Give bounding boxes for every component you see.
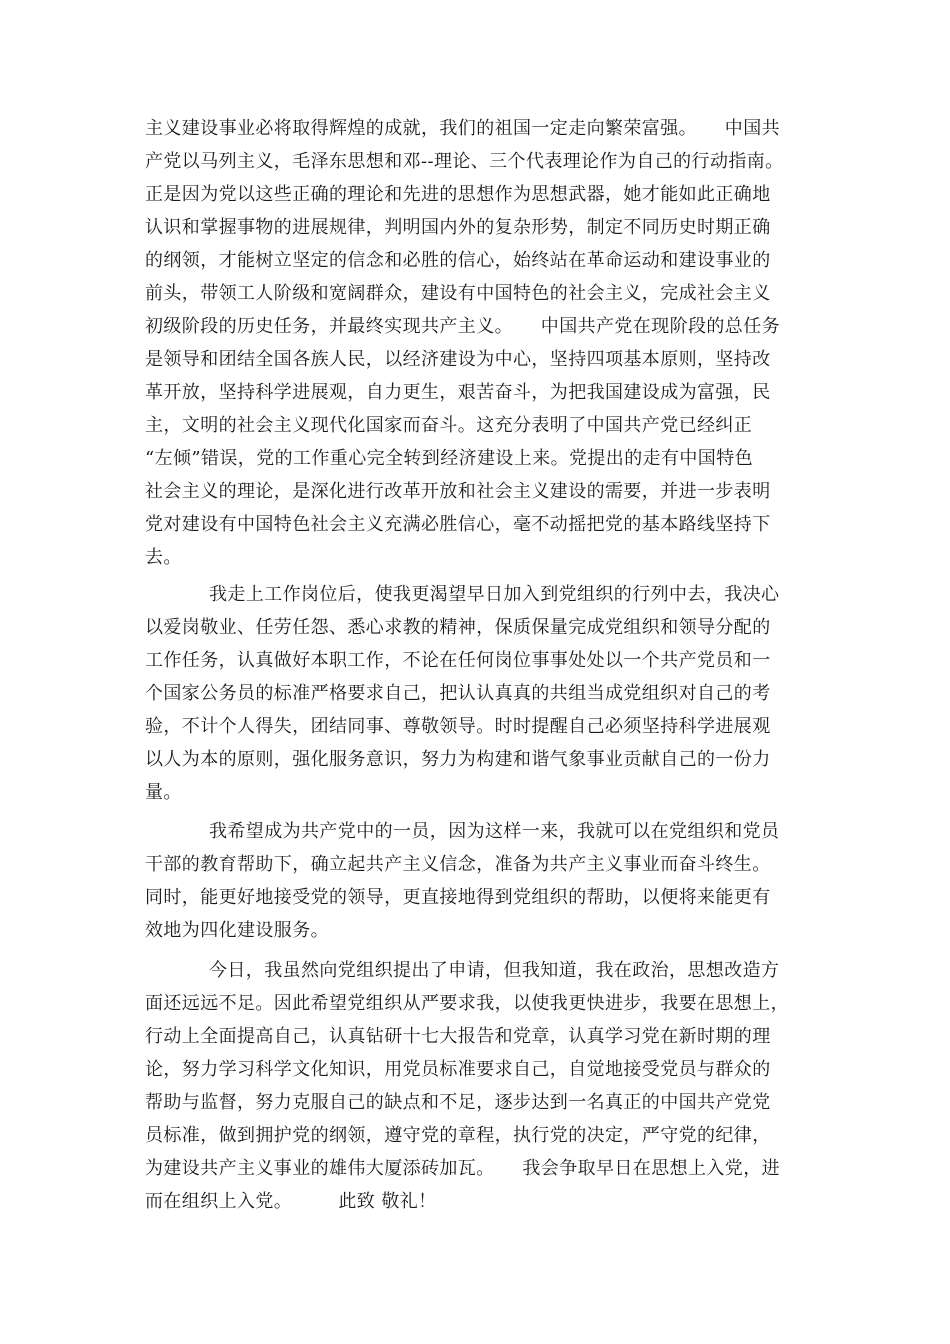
- paragraph-line: 帮助与监督，努力克服自己的缺点和不足，逐步达到一名真正的中国共产党党: [145, 1092, 771, 1113]
- paragraph-line: 正是因为党以这些正确的理论和先进的思想作为思想武器，她才能如此正确地: [145, 184, 771, 205]
- paragraph-line: 主，文明的社会主义现代化国家而奋斗。这充分表明了中国共产党已经纠正: [145, 415, 753, 436]
- paragraph-line: 以人为本的原则，强化服务意识，努力为构建和谐气象事业贡献自己的一份力: [145, 749, 771, 770]
- paragraph-line: 工作任务，认真做好本职工作，不论在任何岗位事事处处以一个共产党员和一: [145, 650, 771, 671]
- paragraph-1: [145, 112, 805, 574]
- paragraph-line: 党对建设有中国特色社会主义充满必胜信心，毫不动摇把党的基本路线坚持下: [145, 514, 771, 535]
- paragraph-line: 验，不计个人得失，团结同事、尊敬领导。时时提醒自己必须坚持科学进展观: [145, 716, 771, 737]
- paragraph-line: 今日，我虽然向党组织提出了申请，但我知道，我在政治，思想改造方: [209, 960, 780, 981]
- paragraph-line: 我希望成为共产党中的一员，因为这样一来，我就可以在党组织和党员: [209, 821, 780, 842]
- paragraph-line: 前头，带领工人阶级和宽阔群众，建设有中国特色的社会主义，完成社会主义: [145, 283, 771, 304]
- paragraph-line: 为建设共产主义事业的雄伟大厦添砖加瓦。 我会争取早日在思想上入党，进: [145, 1158, 780, 1179]
- paragraph-line: 论，努力学习科学文化知识，用党员标准要求自己，自觉地接受党员与群众的: [145, 1059, 771, 1080]
- paragraph-line: 量。: [145, 782, 182, 803]
- paragraph-line: 而在组织上入党。 此致 敬礼！: [145, 1191, 437, 1212]
- paragraph-2: [145, 578, 805, 809]
- paragraph-4: [145, 954, 805, 1218]
- paragraph-line: 革开放，坚持科学进展观，自力更生，艰苦奋斗，为把我国建设成为富强，民: [145, 382, 771, 403]
- paragraph-line: 主义建设事业必将取得辉煌的成就，我们的祖国一定走向繁荣富强。 中国共: [145, 118, 780, 139]
- paragraph-line: 干部的教育帮助下，确立起共产主义信念，准备为共产主义事业而奋斗终生。: [145, 854, 771, 875]
- paragraph-line: 产党以马列主义，毛泽东思想和邓--理论、三个代表理论作为自己的行动指南。: [145, 151, 784, 172]
- paragraph-line: 初级阶段的历史任务，并最终实现共产主义。 中国共产党在现阶段的总任务: [145, 316, 780, 337]
- paragraph-line: 个国家公务员的标准严格要求自己，把认认真真的共组当成党组织对自己的考: [145, 683, 771, 704]
- paragraph-line: 去。: [145, 547, 182, 568]
- paragraph-line: “左倾”错误，党的工作重心完全转到经济建设上来。党提出的走有中国特色: [145, 448, 754, 469]
- paragraph-line: 认识和掌握事物的进展规律，判明国内外的复杂形势，制定不同历史时期正确: [145, 217, 771, 238]
- paragraph-line: 面还远远不足。因此希望党组织从严要求我，以使我更快进步，我要在思想上，: [145, 993, 789, 1014]
- paragraph-line: 效地为四化建设服务。: [145, 920, 329, 941]
- paragraph-line: 是领导和团结全国各族人民，以经济建设为中心，坚持四项基本原则，坚持改: [145, 349, 771, 370]
- paragraph-line: 行动上全面提高自己，认真钻研十七大报告和党章，认真学习党在新时期的理: [145, 1026, 771, 1047]
- paragraph-line: 以爱岗敬业、任劳任怨、悉心求教的精神，保质保量完成党组织和领导分配的: [145, 617, 771, 638]
- paragraph-3: [145, 815, 805, 947]
- paragraph-line: 我走上工作岗位后，使我更渴望早日加入到党组织的行列中去，我决心: [209, 584, 780, 605]
- paragraph-line: 员标准，做到拥护党的纲领，遵守党的章程，执行党的决定，严守党的纪律，: [145, 1125, 771, 1146]
- paragraph-line: 社会主义的理论，是深化进行改革开放和社会主义建设的需要，并进一步表明: [145, 481, 771, 502]
- paragraph-line: 同时，能更好地接受党的领导，更直接地得到党组织的帮助，以便将来能更有: [145, 887, 771, 908]
- paragraph-line: 的纲领，才能树立坚定的信念和必胜的信心，始终站在革命运动和建设事业的: [145, 250, 771, 271]
